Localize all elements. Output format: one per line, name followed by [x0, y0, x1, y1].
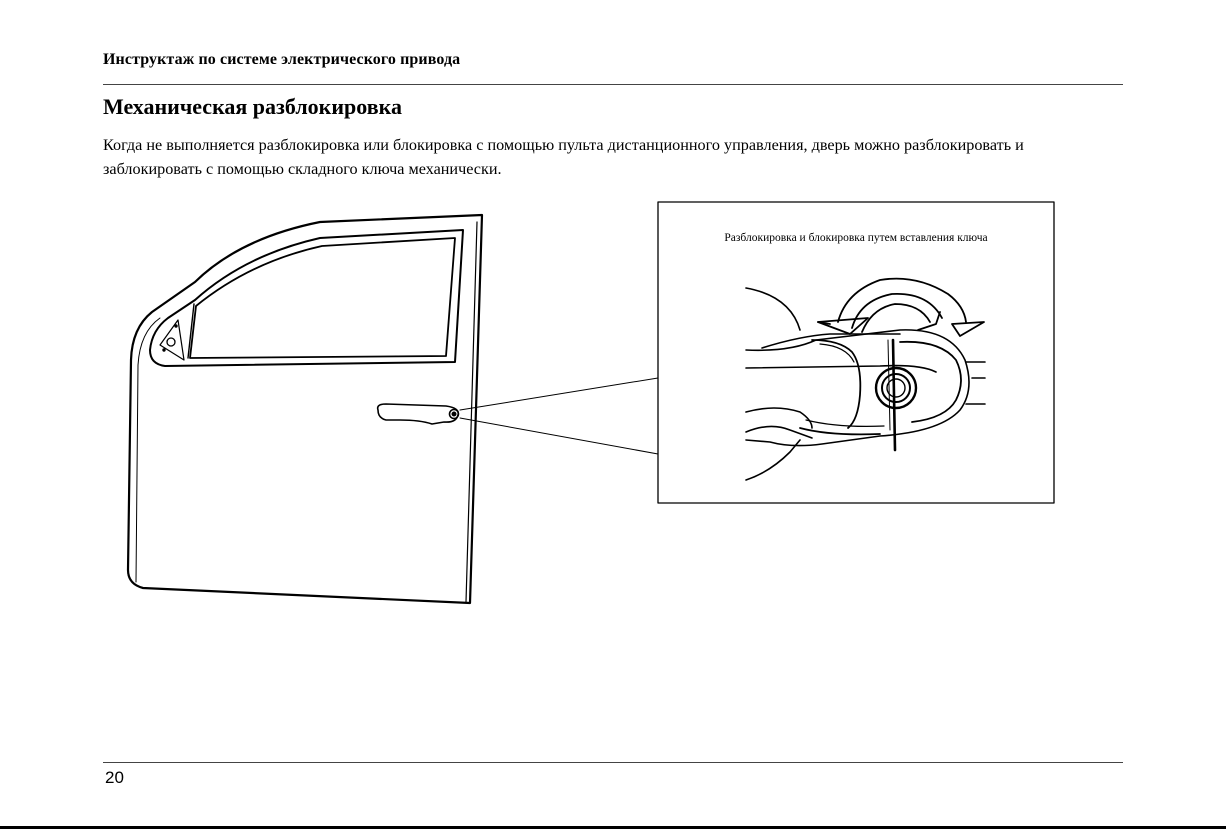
body-paragraph: Когда не выполняется разблокировка или блокировка с помощью пульта дистанционного управления, дверь можно разблокировать и заблокировать с помощью складного ключа механически. — [103, 136, 1024, 178]
section-header: Инструктаж по системе электрического привода — [103, 51, 461, 68]
inset-caption: Разблокировка и блокировка путем вставления ключа — [724, 232, 988, 244]
page-title: Механическая разблокировка — [103, 94, 402, 119]
handle-closeup-drawing — [746, 288, 985, 480]
inset-frame — [658, 202, 1054, 503]
car-door-drawing — [128, 215, 482, 603]
page-number: 20 — [105, 768, 124, 787]
rotation-arrows-icon — [818, 279, 984, 336]
callout-lines — [460, 378, 658, 454]
footer-divider — [103, 762, 1123, 763]
